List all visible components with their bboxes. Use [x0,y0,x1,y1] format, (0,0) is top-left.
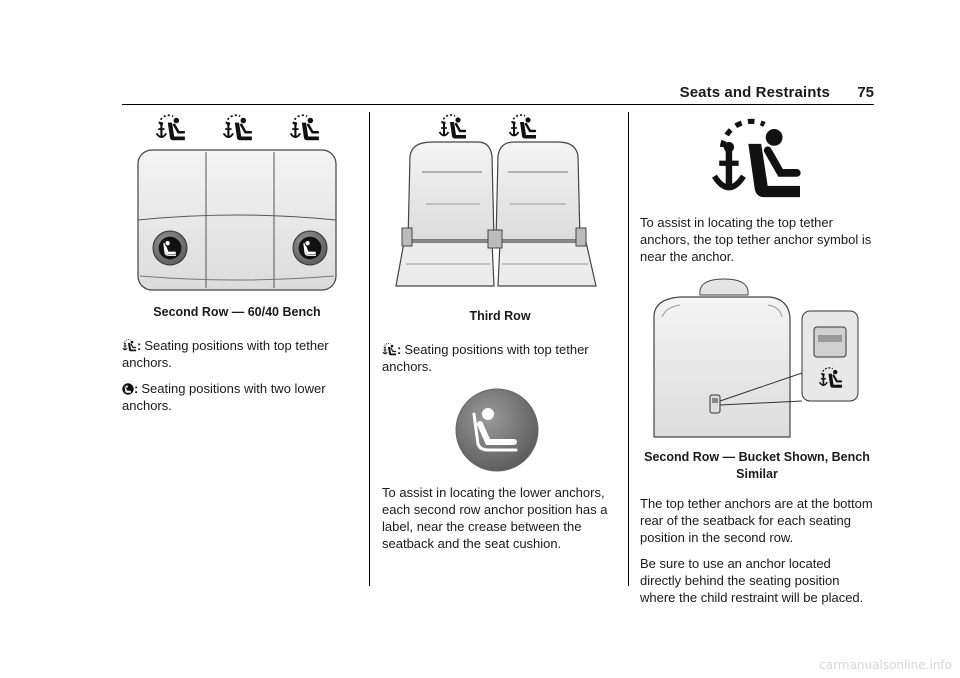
tether-anchor-icon [291,115,319,140]
tether-anchor-icon [714,121,800,197]
figure-caption: Second Row — Bucket Shown, Bench Similar [644,450,870,481]
tether-anchor-icon [510,115,537,138]
tether-anchor-icon [224,115,252,140]
page-header [122,84,874,105]
tether-anchor-icon [157,115,185,140]
tether-anchor-icon [122,339,137,352]
column-divider [369,112,370,586]
section-title: Seats and Restraints [679,84,830,101]
lower-anchor-label-illustration [382,384,618,476]
third-row-illustration [382,112,618,294]
lower-anchor-description: : Seating positions with two lower anchors. [122,381,326,413]
tether-location-paragraph: The top tether anchors are at the bottom rear of the seatback for each seating position in the second row. [640,496,873,545]
page-number: 75 [857,84,874,101]
lower-anchor-icon [122,383,134,395]
column-divider [628,112,629,586]
tether-locating-paragraph: To assist in locating the top tether anchors, the top tether anchor symbol is near the anchor. [640,215,872,264]
lower-anchor-icon [159,237,182,260]
lower-anchor-icon [299,237,322,260]
anchor-usage-paragraph: Be sure to use an anchor located directly behind the seating position where the child restraint will be placed. [640,556,864,605]
figure-caption: Second Row — 60/40 Bench [153,305,321,319]
tether-symbol-illustration [640,112,874,206]
column-1 [122,112,352,423]
tether-description: : Seating positions with top tether anchors. [382,342,589,374]
lower-anchor-paragraph: To assist in locating the lower anchors, each second row anchor position has a label, near the crease between the seatback and the seat cushion. [382,485,608,551]
column-2 [382,112,618,561]
second-row-bench-illustration [122,112,352,292]
tether-anchor-icon [440,115,467,138]
figure-caption: Third Row [469,309,531,323]
watermark: carmanualsonline.info [819,658,952,672]
tether-description: : Seating positions with top tether anchors. [122,338,329,370]
column-3 [640,112,874,615]
seatback-tether-illustration [640,277,874,439]
tether-anchor-icon [382,343,397,356]
